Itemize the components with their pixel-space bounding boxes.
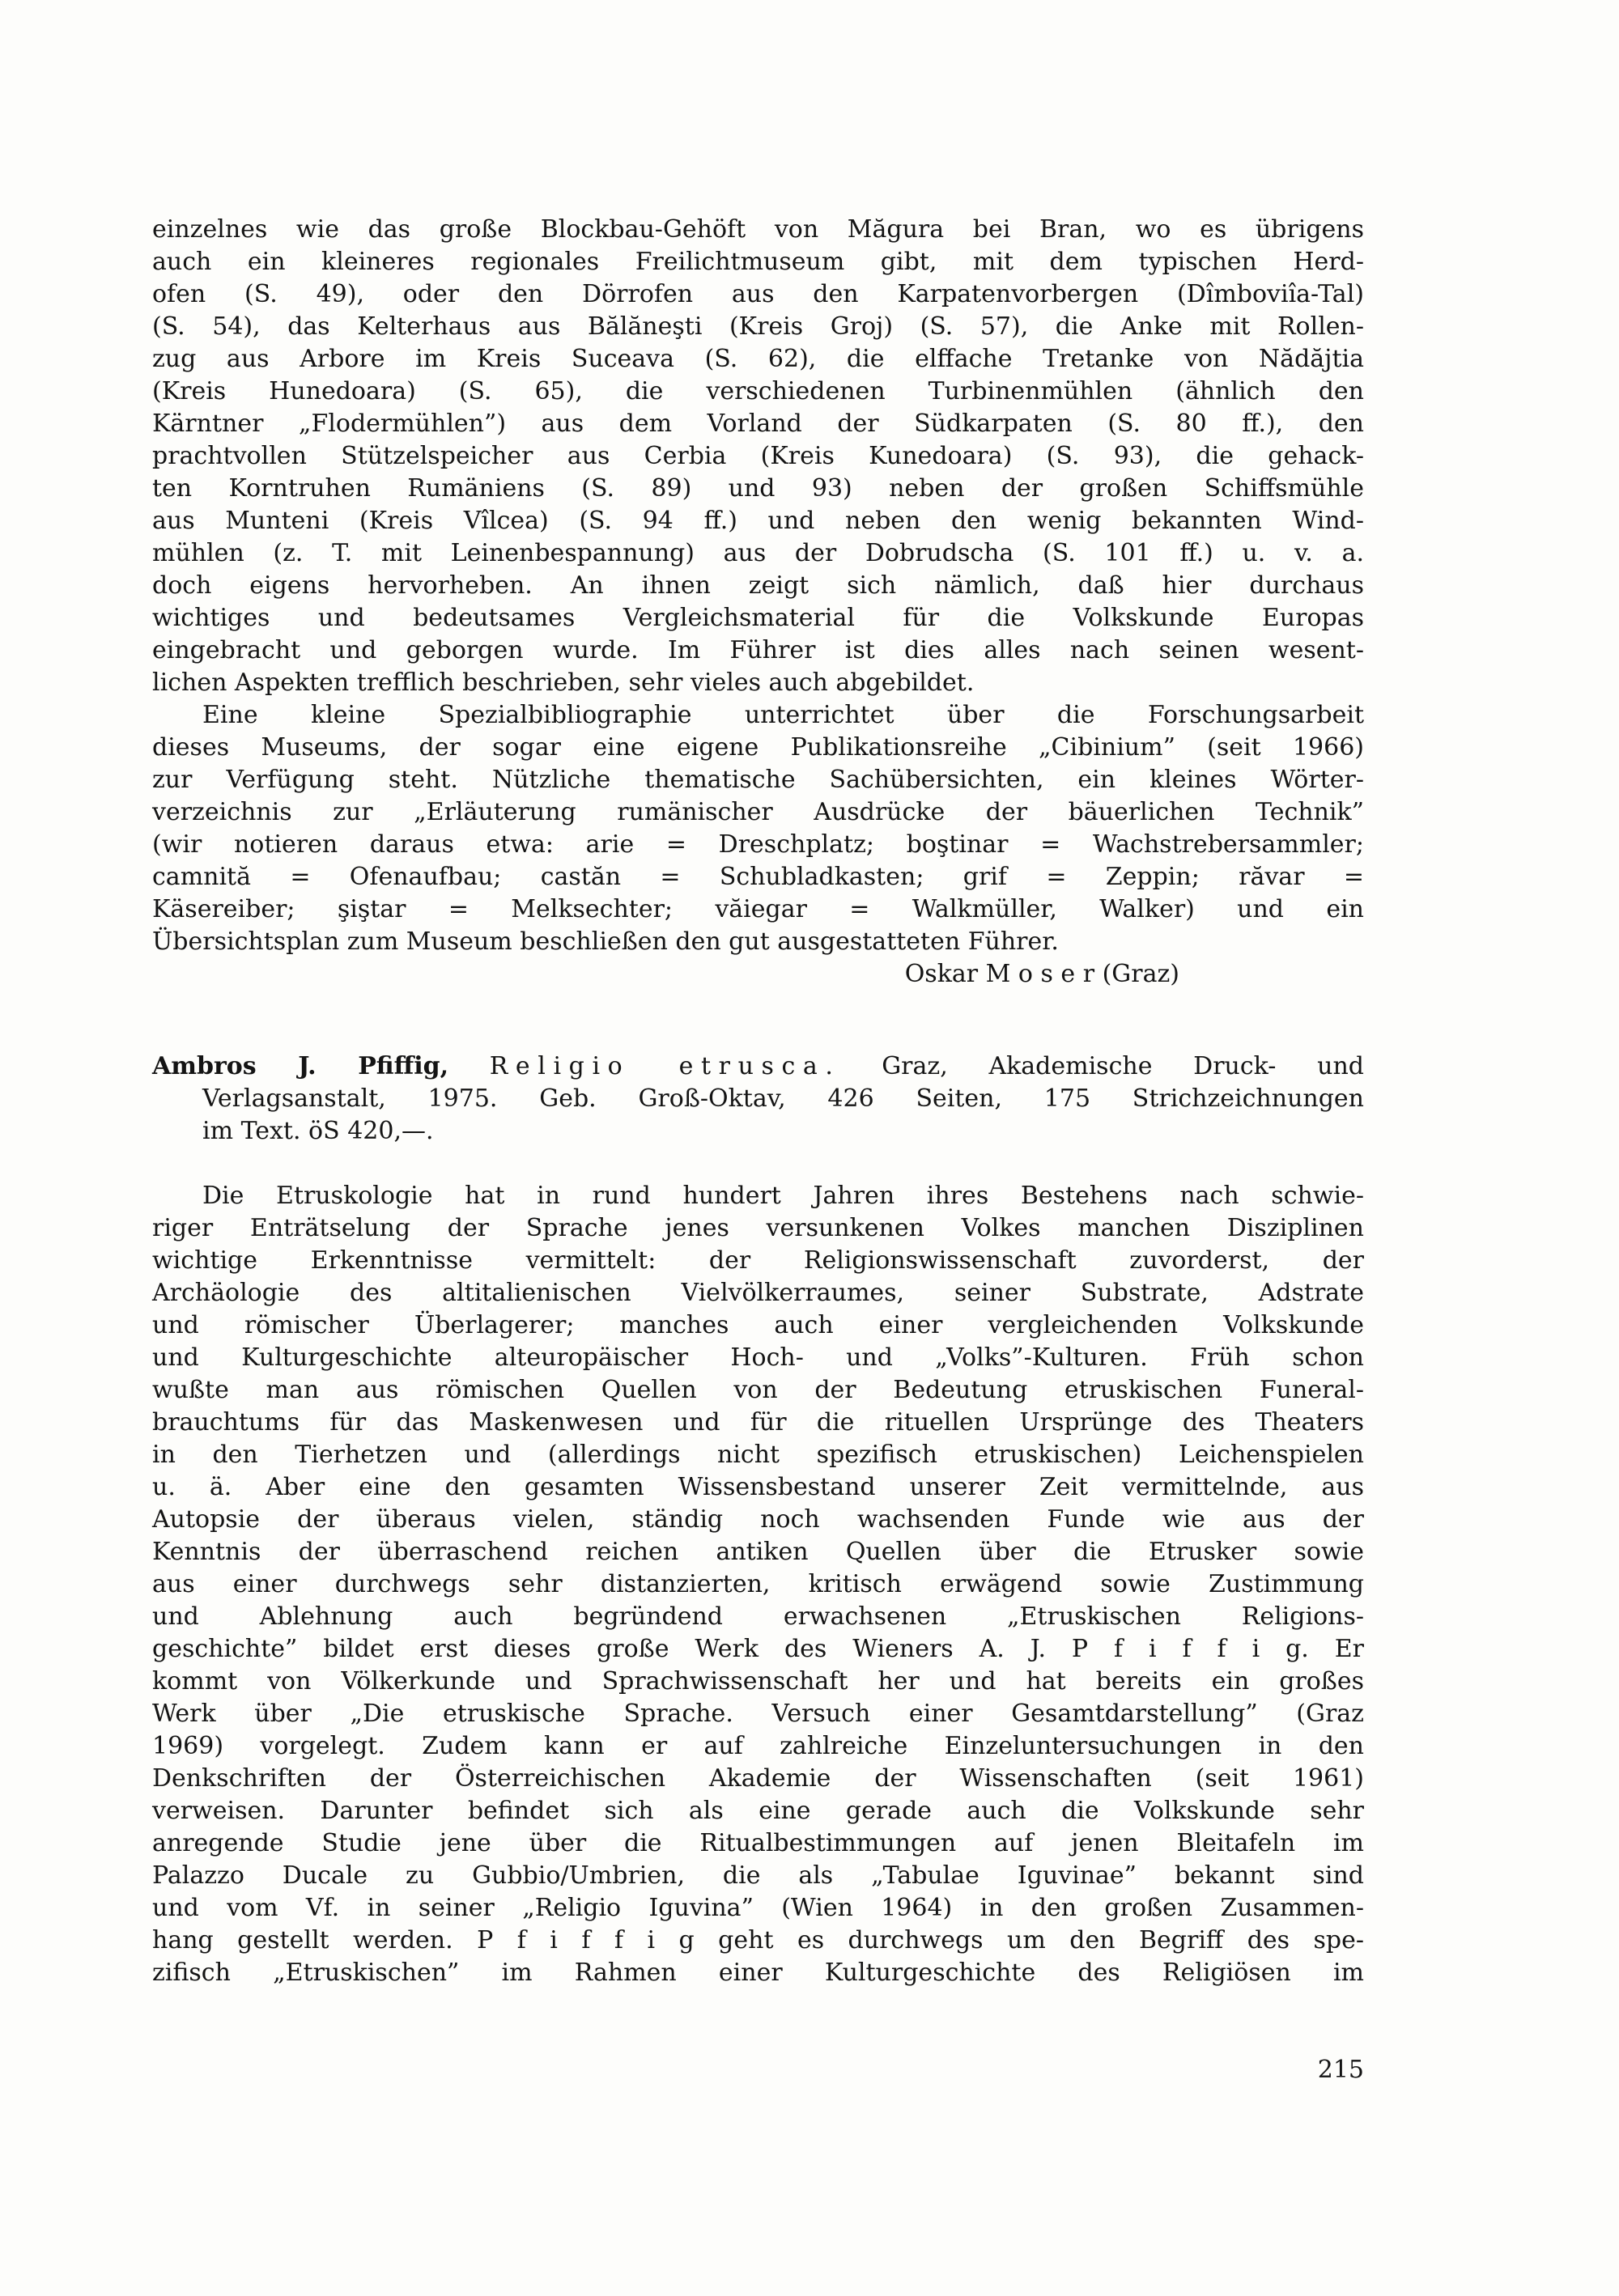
review-heading [152,1050,1364,1148]
text-line: prachtvollen Stützelspeicher aus Cerbia (Kreis Kunedoara) (S. 93), die gehack- [152,442,1364,470]
text-line: Verlagsanstalt, 1975. Geb. Groß-Oktav, 426 Seiten, 175 Strichzeichnungen [202,1084,1364,1113]
text-line: Palazzo Ducale zu Gubbio/Umbrien, die als „Tabulae Iguvinae” bekannt sind [152,1861,1364,1890]
text-line: hang gestellt werden. P f i f f i g geht es durchwegs um den Begriff des spe- [152,1926,1364,1954]
text-line: zifisch „Etruskischen” im Rahmen einer Kulturgeschichte des Religiösen im [152,1959,1364,1987]
text-line: Die Etruskologie hat in rund hundert Jahren ihres Bestehens nach schwie- [202,1182,1364,1210]
text-line: im Text. öS 420,—. [202,1117,434,1145]
moser-review-paragraph-1 [152,214,1364,699]
text-line: wußte man aus römischen Quellen von der Bedeutung etruskischen Funeral- [152,1376,1364,1404]
text-line: zug aus Arbore im Kreis Suceava (S. 62), die elffache Tretanke von Nădăjtia [152,345,1364,373]
text-line: Käsereiber; şiştar = Melksechter; văiegar = Walkmüller, Walker) und ein [152,895,1364,923]
text-column [152,214,1364,1989]
text-line: wichtige Erkenntnisse vermittelt: der Religionswissenschaft zuvorderst, der [152,1246,1364,1275]
text-line: einzelnes wie das große Blockbau-Gehöft von Măgura bei Bran, wo es übrigens [152,215,1364,244]
text-line: (wir notieren daraus etwa: arie = Dreschplatz; boştinar = Wachstrebersammler; [152,830,1364,859]
text-line: Kenntnis der überraschend reichen antiken Quellen über die Etrusker sowie [152,1538,1364,1566]
text-line: doch eigens hervorheben. An ihnen zeigt sich nämlich, daß hier durchaus [152,571,1364,600]
pfiffig-review-body [152,1180,1364,1989]
text-line: Archäologie des altitalienischen Vielvölkerraumes, seiner Substrate, Adstrate [152,1279,1364,1307]
text-line: und vom Vf. in seiner „Religio Iguvina” (Wien 1964) in den großen Zusammen- [152,1894,1364,1922]
reviewer-signature: Oskar M o s e r (Graz) [904,960,1179,988]
text-line: wichtiges und bedeutsames Vergleichsmaterial für die Volkskunde Europas [152,604,1364,632]
text-line: auch ein kleineres regionales Freilichtmuseum gibt, mit dem typischen Herd- [152,248,1364,276]
text-line: riger Enträtselung der Sprache jenes versunkenen Volkes manchen Disziplinen [152,1214,1364,1242]
text-line: kommt von Völkerkunde und Sprachwissenschaft her und hat bereits ein großes [152,1667,1364,1695]
text-line: in den Tierhetzen und (allerdings nicht spezifisch etruskischen) Leichenspielen [152,1441,1364,1469]
text-line: ofen (S. 49), oder den Dörrofen aus den Karpatenvorbergen (Dîmboviîa-Tal) [152,280,1364,308]
text-line: Autopsie der überaus vielen, ständig noch wachsenden Funde wie aus der [152,1505,1364,1534]
text-line: geschichte” bildet erst dieses große Werk des Wieners A. J. P f i f f i g. Er [152,1635,1364,1663]
text-line: Übersichtsplan zum Museum beschließen den gut ausgestatteten Führer. [152,927,1059,956]
text-line: und Kulturgeschichte alteuropäischer Hoch- und „Volks”-Kulturen. Früh schon [152,1343,1364,1372]
text-line: (S. 54), das Kelterhaus aus Bălăneşti (Kreis Groj) (S. 57), die Anke mit Rollen- [152,312,1364,341]
text-line: verweisen. Darunter befindet sich als eine gerade auch die Volkskunde sehr [152,1797,1364,1825]
text-line: brauchtums für das Maskenwesen und für die rituellen Ursprünge des Theaters [152,1408,1364,1437]
text-line: 1969) vorgelegt. Zudem kann er auf zahlreiche Einzeluntersuchungen in den [152,1732,1364,1760]
text-line: eingebracht und geborgen wurde. Im Führer ist dies alles nach seinen wesent- [152,636,1364,664]
text-line: verzeichnis zur „Erläuterung rumänischer Ausdrücke der bäuerlichen Technik” [152,798,1364,826]
text-line: aus einer durchwegs sehr distanzierten, kritisch erwägend sowie Zustimmung [152,1570,1364,1598]
text-line: und Ablehnung auch begründend erwachsenen „Etruskischen Religions- [152,1602,1364,1631]
moser-review-paragraph-2 [152,699,1364,958]
review-heading-line-1 [152,1050,1364,1083]
review-heading-rest: Graz, Akademische Druck- und [882,1052,1364,1080]
text-line: u. ä. Aber eine den gesamten Wissensbestand unserer Zeit vermittelnde, aus [152,1473,1364,1501]
text-line: Kärntner „Flodermühlen”) aus dem Vorland der Südkarpaten (S. 80 ff.), den [152,410,1364,438]
text-line: (Kreis Hunedoara) (S. 65), die verschiedenen Turbinenmühlen (ähnlich den [152,377,1364,405]
text-line: Werk über „Die etruskische Sprache. Versuch einer Gesamtdarstellung” (Graz [152,1700,1364,1728]
text-line: lichen Aspekten trefflich beschrieben, sehr vieles auch abgebildet. [152,668,975,697]
text-line: Denkschriften der Österreichischen Akademie der Wissenschaften (seit 1961) [152,1764,1364,1793]
review-author: Ambros J. Pfiffig, [152,1052,449,1080]
text-line: und römischer Überlagerer; manches auch einer vergleichenden Volkskunde [152,1311,1364,1339]
text-line: zur Verfügung steht. Nützliche thematische Sachübersichten, ein kleines Wörter- [152,766,1364,794]
review-heading-continuation [152,1083,1364,1148]
text-line: aus Munteni (Kreis Vîlcea) (S. 94 ff.) und neben den wenig bekannten Wind- [152,507,1364,535]
text-line: anregende Studie jene über die Ritualbestimmungen auf jenen Bleitafeln im [152,1829,1364,1857]
text-line: dieses Museums, der sogar eine eigene Publikationsreihe „Cibinium” (seit 1966) [152,733,1364,762]
text-line: ten Korntruhen Rumäniens (S. 89) und 93) neben der großen Schiffsmühle [152,474,1364,503]
text-line: mühlen (z. T. mit Leinenbespannung) aus der Dobrudscha (S. 101 ff.) u. v. a. [152,539,1364,567]
page-number: 215 [1317,2056,1364,2084]
review-title: Religio etrusca. [489,1052,841,1080]
text-line: Eine kleine Spezialbibliographie unterrichtet über die Forschungsarbeit [202,701,1364,729]
text-line: camnită = Ofenaufbau; castăn = Schubladkasten; grif = Zeppin; răvar = [152,863,1364,891]
